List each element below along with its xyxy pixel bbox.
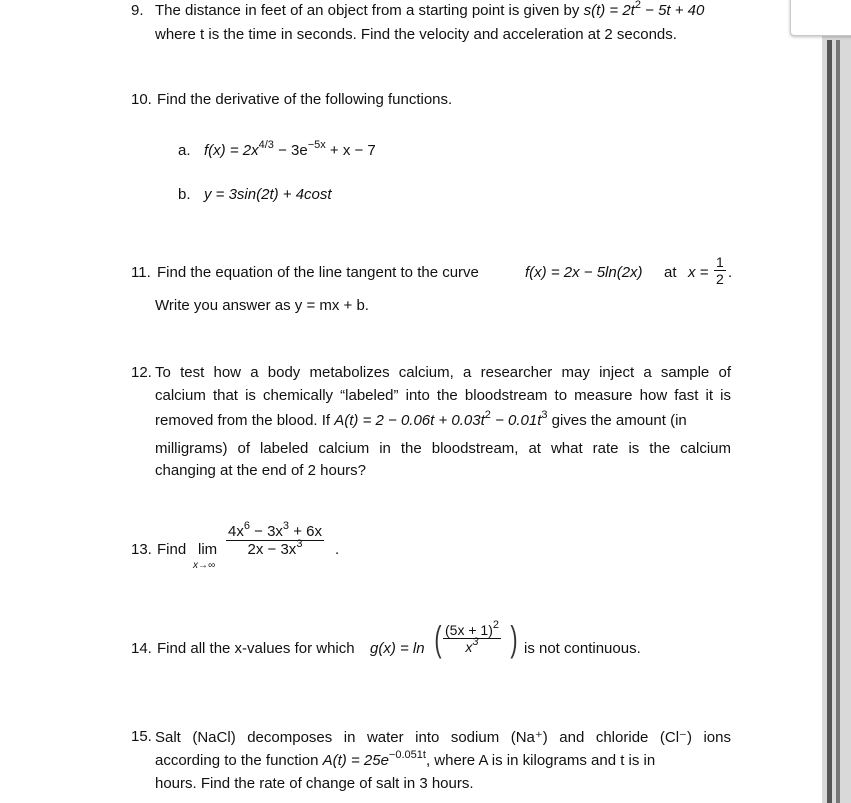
q10-a-exp2: −5x bbox=[307, 139, 326, 151]
q14-denominator bbox=[443, 636, 501, 655]
q15-number: 15. bbox=[131, 728, 152, 745]
q13-lim-subscript: x→∞ bbox=[193, 560, 216, 571]
q14-num-e: 2 bbox=[492, 619, 499, 631]
q12-text-line5: changing at the end of 2 hours? bbox=[155, 462, 366, 479]
q10-b-label: b. bbox=[178, 186, 191, 203]
q11-fraction-numerator: 1 bbox=[716, 254, 724, 270]
q10-text: Find the derivative of the following functions. bbox=[157, 91, 453, 108]
q10-a-label: a. bbox=[178, 142, 191, 159]
q14-number: 14. bbox=[131, 640, 152, 657]
scrollbar-bar-secondary bbox=[836, 40, 840, 803]
q14-text: Find all the x-values for which bbox=[157, 640, 355, 657]
q15-function: A(t) = 25e bbox=[322, 752, 389, 769]
q13-num-b: − 3x bbox=[249, 523, 283, 540]
q12-line3-end: gives the amount (in bbox=[551, 412, 687, 429]
q10-a-lhs: f(x) = 2x bbox=[204, 142, 259, 159]
q15-text-line1: Salt (NaCl) decomposes in water into sodium (Na⁺) and chloride (Cl⁻) ions bbox=[155, 729, 731, 746]
q13-den-e: 3 bbox=[296, 538, 303, 550]
q9-text-line2: where t is the time in seconds. Find the velocity and acceleration at 2 seconds. bbox=[155, 26, 677, 43]
q15-exponent: −0.051t bbox=[388, 749, 426, 761]
q14-left-paren: ( bbox=[434, 618, 442, 659]
q13-num-c: + 6x bbox=[289, 523, 322, 540]
q12-number: 12. bbox=[131, 364, 152, 381]
scrollbar-bar[interactable] bbox=[827, 40, 832, 803]
q9-number: 9. bbox=[131, 2, 144, 19]
q15-text-line2 bbox=[155, 749, 656, 769]
q13-numerator bbox=[226, 520, 324, 541]
q12-exp1: 2 bbox=[484, 409, 491, 421]
q13-denominator bbox=[226, 538, 324, 558]
q13-num-e1: 6 bbox=[243, 520, 250, 532]
q14-den-e: 3 bbox=[472, 636, 479, 648]
q9-function: s(t) = 2t bbox=[583, 2, 635, 19]
q10-number: 10. bbox=[131, 91, 152, 108]
q11-xeq: x = bbox=[688, 264, 709, 281]
q11-number: 11. bbox=[131, 264, 151, 281]
q9-function-rest: − 5t + 40 bbox=[640, 2, 705, 19]
q13-lim: lim bbox=[198, 541, 218, 558]
q9-exponent: 2 bbox=[634, 0, 641, 11]
q14-right-paren: ) bbox=[510, 618, 518, 659]
q11-text: Find the equation of the line tangent to the curve bbox=[157, 264, 479, 281]
q13-num-e2: 3 bbox=[282, 520, 290, 532]
q11-at: at bbox=[664, 264, 677, 281]
q12-text-line2: calcium that is chemically “labeled” into the bloodstream to measure how fast it is bbox=[155, 387, 731, 404]
q12-line3-start: removed from the blood. If bbox=[155, 412, 331, 429]
q11-period: . bbox=[728, 264, 733, 281]
q14-function: g(x) = ln bbox=[370, 640, 425, 657]
q11-function: f(x) = 2x − 5ln(2x) bbox=[525, 264, 643, 281]
q14-den: x bbox=[465, 639, 473, 655]
q13-period: . bbox=[335, 541, 340, 558]
q9-text: The distance in feet of an object from a starting point is given by bbox=[155, 2, 580, 19]
q12-text-line3 bbox=[155, 409, 687, 429]
q14-tail: is not continuous. bbox=[524, 640, 641, 657]
popup-panel[interactable] bbox=[790, 0, 851, 36]
q11-fraction bbox=[714, 254, 726, 287]
q14-fraction bbox=[443, 619, 501, 655]
q15-line2-start: according to the function bbox=[155, 752, 319, 769]
q12-function: A(t) = 2 − 0.06t + 0.03t bbox=[334, 412, 485, 429]
q10-b-expression: y = 3sin(2t) + 4cost bbox=[204, 186, 332, 203]
q10-a-end: + x − 7 bbox=[325, 142, 376, 159]
q13-number: 13. bbox=[131, 541, 152, 558]
q10-a-mid: − 3e bbox=[273, 142, 308, 159]
q13-num-a: 4x bbox=[228, 523, 244, 540]
q13-fraction bbox=[226, 520, 324, 558]
q15-line2-end: , where A is in kilograms and t is in bbox=[425, 752, 656, 769]
q13-den-a: 2x − 3x bbox=[247, 541, 297, 558]
q11-fraction-denominator: 2 bbox=[716, 271, 724, 287]
q14-num: (5x + 1) bbox=[445, 622, 493, 638]
q10-a-exp1: 4/3 bbox=[258, 139, 274, 151]
q12-text-line1: To test how a body metabolizes calcium, a researcher may inject a sample of bbox=[155, 364, 731, 381]
q11-text-line2: Write you answer as y = mx + b. bbox=[155, 297, 369, 314]
q12-text-line4: milligrams) of labeled calcium in the bloodstream, at what rate is the calcium bbox=[155, 440, 731, 457]
q15-text-line3: hours. Find the rate of change of salt in 3 hours. bbox=[155, 775, 474, 792]
q13-text: Find bbox=[157, 541, 187, 558]
q9-text-line1 bbox=[155, 2, 704, 19]
q10-a-expression bbox=[204, 139, 376, 159]
q12-function-rest: − 0.01t bbox=[490, 412, 542, 429]
q12-exp2: 3 bbox=[541, 409, 548, 421]
